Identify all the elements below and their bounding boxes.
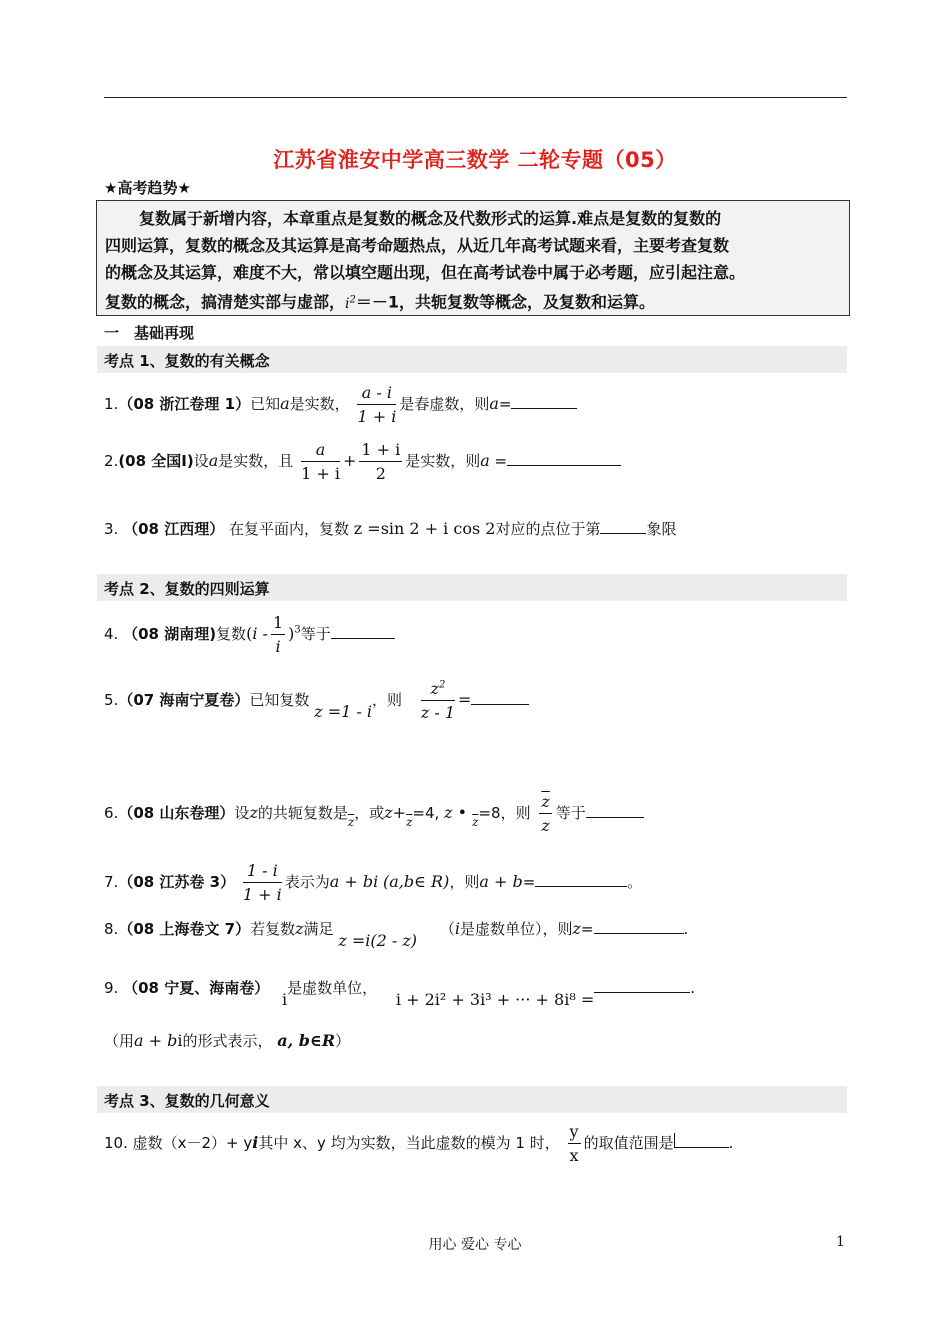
q5-fraction [421,679,455,722]
q5-text-b: ，则 [372,691,403,709]
q9-number: 9. [104,979,119,997]
q8-text-d: 是虚数单位），则 [459,920,573,938]
q7-condition: (a,b∈ R) [383,872,450,891]
q3-answer-blank[interactable] [600,519,646,534]
q2-var-a: a [208,451,219,470]
q6-number: 6. [104,804,119,822]
q5-frac-num: $z^2$ [421,679,455,701]
topic-2-label: 考点 2、复数的四则运算 [104,580,270,598]
question-1 [104,383,577,426]
q8-var-i: i [454,919,460,938]
q7-text-a: 表示为 [284,873,330,891]
topic-band-1 [97,346,847,373]
q2-text-b: 是实数，且 [218,452,294,470]
q5-source: （07 海南宁夏卷） [118,691,250,709]
q6-frac-num: $\overline{z}$ [539,792,551,814]
q1-var-a2: a [489,394,499,413]
q2-fraction-1 [301,440,340,483]
q9-note-b: 的形式表示， [182,1032,273,1050]
q5-expression: z =1 - i [314,702,373,721]
q6-frac-den: z [541,816,550,835]
q6-answer-blank[interactable] [586,803,644,818]
q7-text-c: = [522,873,536,891]
q8-var-z: z [295,919,304,938]
header-rule [104,97,847,98]
q10-frac-num: y [568,1122,581,1144]
intro-line-1-text: 复数属于新增内容，本章重点是复数的概念及代数形式的运算.难点是复数的复数的 [139,209,722,228]
q7-fraction [243,861,282,904]
page-title: 江苏省淮安中学高三数学 二轮专题（05） [273,148,677,172]
q10-text-c: 的取值范围是 [583,1134,674,1152]
q10-frac-den: x [569,1146,579,1165]
page-number: 1 [836,1234,845,1250]
topic-1-label: 考点 1、复数的有关概念 [104,352,270,370]
q6-source: （08 山东卷理） [118,804,235,822]
q6-z-conjugate: z [347,815,355,829]
q7-form: a + bi [329,872,379,891]
q3-source: （08 江西理） [123,520,225,538]
intro-line-3: 的概念及其运算，难度不大，常以填空题出现，但在高考试卷中属于必考题，应引起注意。 [105,263,746,282]
q2-var-a2: a [480,451,490,470]
q10-var-i: i [252,1133,259,1152]
q2-answer-blank[interactable] [507,451,621,466]
q6-text-d: =4, [412,804,440,822]
q2-frac2-den: 2 [375,464,386,483]
q6-text-f: 等于 [555,804,586,822]
q4-cube: )$^3$ [288,624,301,643]
q3-text-c: 象限 [646,520,677,538]
section-heading: 一 基础再现 [104,324,195,342]
q5-equals: = [458,690,472,709]
q2-text-c: 是实数，则 [405,452,481,470]
q10-text-d: . [728,1134,734,1152]
q2-frac1-den: 1 + i [301,464,340,483]
q5-text-a: 已知复数 [249,691,310,709]
q3-text-a: 在复平面内，复数 [228,520,349,538]
q9-form-i: i [177,1031,183,1050]
q8-source: （08 上海卷文 7） [118,920,251,938]
q1-text-c: 是春虚数，则 [399,395,490,413]
q9-note-c: a, b∈R [277,1031,336,1050]
q8-text-b: 满足 [303,920,334,938]
q4-text-b: 等于 [300,625,331,643]
question-9 [104,977,695,1009]
q2-frac1-num: a [301,440,340,462]
intro-line-4b: ＝－1，共轭复数等概念，及复数和运算。 [355,292,656,312]
q7-sum: a + b [479,872,523,891]
q7-number: 7. [104,873,119,891]
q1-fraction [357,383,396,426]
q2-plus: + [342,451,357,470]
q7-frac-num: 1 - i [243,861,282,883]
q8-number: 8. [104,920,119,938]
question-10 [104,1122,733,1165]
q5-number: 5. [104,691,119,709]
topic-band-2 [97,574,847,601]
q2-frac2-num: 1 + i [359,440,402,462]
q1-text-a: 已知 [250,395,281,413]
intro-line-4 [105,286,843,318]
q6-sum: $z+_{\overline{z}}$ [384,803,413,829]
topic-band-3 [97,1086,847,1113]
q8-answer-blank[interactable] [594,919,684,934]
q1-source: （08 浙江卷理 1） [118,395,251,413]
q10-text-b: 其中 x、y 均为实数，当此虚数的模为 1 时， [258,1134,560,1152]
question-2 [104,440,621,483]
q8-text-f: . [683,920,689,938]
question-4 [104,613,395,656]
q8-var-z2: z [572,919,581,938]
q2-source: (08 全国Ⅰ) [118,452,194,470]
q1-frac-num: a - i [357,383,396,405]
q1-answer-blank[interactable] [511,394,577,409]
intro-line-4a: 复数的概念，搞清楚实部与虚部， [105,292,346,312]
intro-line-1 [105,205,843,232]
q9-text-a: 是虚数单位， [287,979,378,997]
q4-source: （08 湖南理) [123,625,217,643]
question-7 [104,861,642,904]
q6-product: z • $_{\overline{z}}$ [444,803,479,829]
q6-var-z: z [249,803,258,822]
q10-number: 10. [104,1134,128,1152]
q6-text-e: =8，则 [478,804,531,822]
q3-text-b: 对应的点位于第 [495,520,601,538]
q4-number: 4. [104,625,119,643]
q4-fraction: $\frac{1}{i}$ [272,613,284,656]
q8-text-e: = [580,920,594,938]
q7-source: （08 江苏卷 3） [118,873,236,891]
q1-text-b: 是实数， [289,395,350,413]
i-squared-math: $i^2$ [345,294,356,312]
q5-frac-den: z - 1 [420,703,455,722]
q2-fraction-2 [359,440,402,483]
q2-text-a: 设 [193,452,209,470]
q4-answer-blank[interactable] [331,624,395,639]
q7-answer-blank[interactable] [535,872,627,887]
q10-fraction [568,1122,581,1165]
q6-text-a: 设 [234,804,250,822]
q9-note-a: （用 [104,1032,135,1050]
q8-text-c: （ [439,920,455,938]
q3-number: 3. [104,520,119,538]
q9-expression: i + 2i² + 3i³ + ··· + 8i⁸ = [395,990,595,1009]
q10-answer-blank[interactable] [674,1133,729,1148]
q10-text-a: 虚数（x－2）+ y [132,1134,253,1152]
q9-source: （08 宁夏、海南卷） [123,979,270,997]
q3-expression: z =sin 2 + i cos 2 [353,519,496,538]
q2-number: 2. [104,452,119,470]
q9-answer-blank[interactable] [594,978,690,993]
q9-note-d: ） [335,1032,351,1050]
q8-expression: z =i(2 - z) [338,931,418,950]
question-8 [104,918,689,950]
topic-3-label: 考点 3、复数的几何意义 [104,1092,270,1110]
question-3 [104,518,676,539]
q6-text-c: ，或 [354,804,385,822]
q6-text-b: 的共轭复数是 [257,804,348,822]
q9-text-b: . [690,979,695,997]
q4-text-a: 复数 [216,625,247,643]
q1-number: 1. [104,395,119,413]
q7-frac-den: 1 + i [242,885,282,904]
q6-fraction [539,792,551,835]
q9-form: a + b [134,1031,178,1050]
q7-text-d: 。 [627,873,643,891]
q1-text-d: = [498,395,512,413]
q5-answer-blank[interactable] [471,690,529,705]
page-footer: 用心 爱心 专心 [428,1237,522,1253]
q4-expression: (i - [246,624,268,643]
q9-var-i: i [281,990,288,1009]
q7-text-b: ，则 [449,873,480,891]
q8-text-a: 若复数 [250,920,296,938]
intro-box [96,200,850,316]
question-5 [104,679,529,722]
q2-text-d: = [489,452,508,470]
q1-frac-den: 1 + i [357,407,397,426]
intro-line-2: 四则运算，复数的概念及其运算是高考命题热点，从近几年高考试题来看，主要考查复数 [105,236,730,255]
question-6 [104,792,644,835]
q1-var-a: a [280,394,290,413]
question-9-note [104,1030,350,1051]
trend-label: ★高考趋势★ [104,179,191,197]
